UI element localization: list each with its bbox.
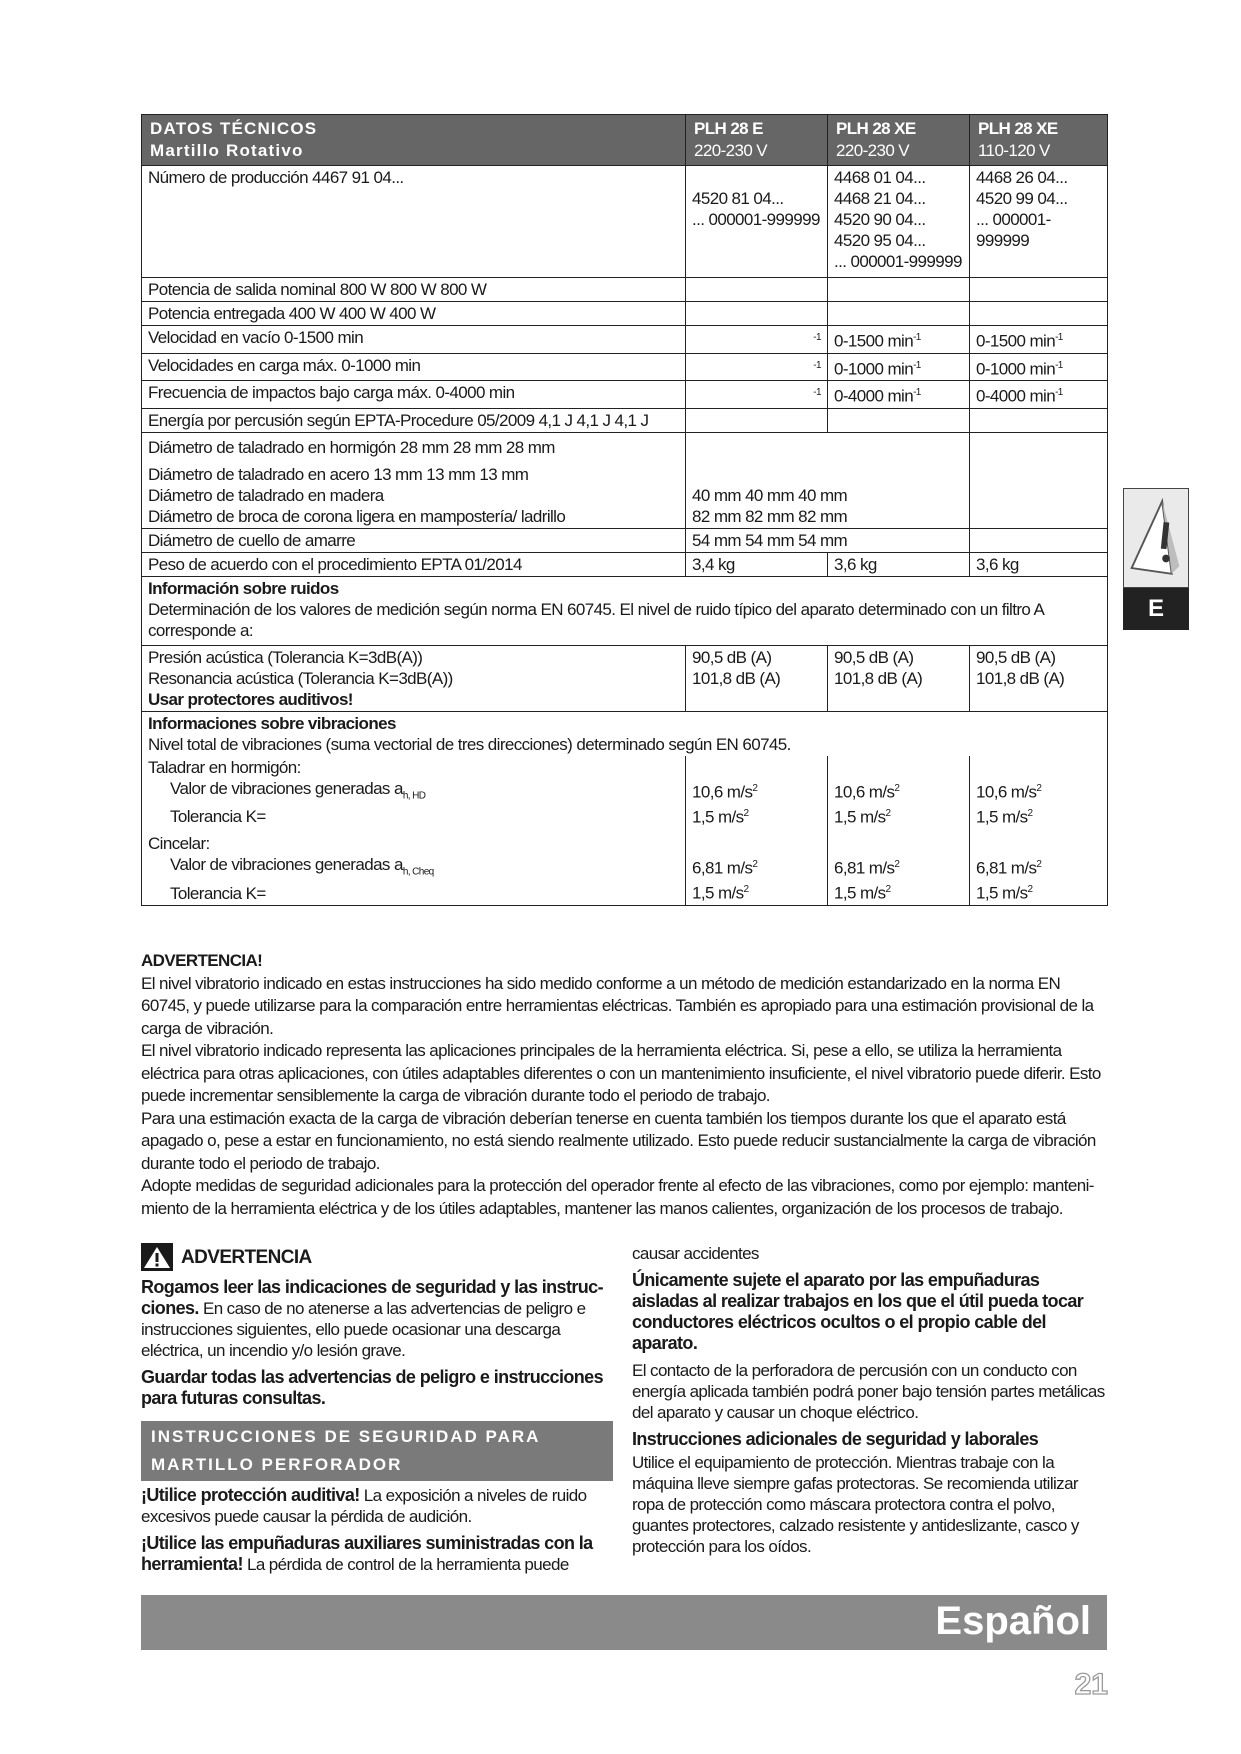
table-row [142, 302, 1108, 326]
subscript: h, Cheq [402, 866, 434, 878]
row-value: 0-1500 min [976, 331, 1056, 351]
advertencia-paragraph: El nivel vibratorio indicado en estas instrucciones ha sido medido conforme a un método de medición estandarizado en la norma EN 60745, y puede utilizarse para la comparación entre herramientas eléctricas. También es apropiado para una estimación provisional de la carga de vibración. [141, 973, 1094, 1038]
unit-sup: 2 [885, 807, 891, 819]
model-name-1: PLH 28 E [694, 119, 763, 138]
unit-sup: -1 [913, 359, 921, 371]
row-value: 1,5 m/s [976, 807, 1028, 827]
row-label: Resonancia acústica (Tolerancia K=3dB(A)) [148, 668, 453, 688]
unit-sup: 2 [894, 859, 900, 871]
row-label: Tolerancia K= [170, 883, 266, 903]
row-label: Potencia entregada 400 W 400 W 400 W [142, 302, 686, 326]
row-label: Valor de vibraciones generadas a [170, 855, 403, 875]
insulated-grip-text: El contacto de la perforadora de percusión con un conducto con energía aplicada también podrá poner bajo tensión partes metálicas del aparato y causar un choque eléctrico. [632, 1361, 1105, 1422]
row-value: 54 mm 54 mm 54 mm [686, 528, 970, 552]
table-row [142, 528, 1108, 552]
row-value: 3,6 kg [970, 552, 1108, 576]
row-value: 6,81 m/s [976, 858, 1037, 878]
row-value: 1,5 m/s [692, 807, 744, 827]
unit-sup: 2 [752, 782, 758, 794]
row-label: Peso de acuerdo con el procedimiento EPTA 01/2014 [142, 552, 686, 576]
unit-sup: 2 [752, 859, 758, 871]
unit-sup: -1 [1055, 387, 1063, 399]
row-label: Potencia de salida nominal 800 W 800 W 800 W [142, 278, 686, 302]
unit-sup: 2 [1036, 782, 1042, 794]
row-label: Velocidades en carga máx. 0-1000 min [142, 353, 686, 381]
production-number: ... 000001-999999 [976, 210, 1051, 250]
continued-text: causar accidentes [632, 1244, 759, 1263]
row-label: Frecuencia de impactos bajo carga máx. 0-4000 min [142, 381, 686, 409]
table-row [142, 645, 1108, 711]
noise-heading: Información sobre ruidos [148, 578, 339, 598]
unit-sup: 2 [894, 782, 900, 794]
row-value: 3,6 kg [828, 552, 970, 576]
row-value: 101,8 dB (A) [692, 668, 781, 688]
warning-title: ADVERTENCIA [181, 1246, 312, 1268]
unit-sup: 2 [1027, 807, 1033, 819]
row-value: 90,5 dB (A) [976, 647, 1056, 667]
right-column [632, 1243, 1107, 1563]
table-row [142, 408, 1108, 432]
advertencia-paragraph: Adopte medidas de seguridad adicionales para la protección del operador frente al efecto de las vibraciones, como por ejemplo: manteni-miento de la herramienta eléctrica y de los útiles adaptables, mantener las manos calientes, organización de los procesos de trabajo. [141, 1176, 1094, 1218]
warning-triangle-icon [141, 1243, 173, 1271]
row-label: Cincelar: [148, 834, 210, 854]
row-value: 6,81 m/s [692, 858, 753, 878]
vibration-heading: Informaciones sobre vibraciones [148, 713, 396, 733]
table-row [142, 756, 1108, 905]
row-label: Diámetro de taladrado en madera [148, 485, 384, 505]
production-number: ... 000001-999999 [692, 210, 820, 229]
production-label: Número de producción 4467 91 04... [142, 166, 686, 278]
row-value: 1,5 m/s [692, 883, 744, 903]
table-header [142, 115, 1108, 166]
unit-sup: -1 [1055, 359, 1063, 371]
row-value: 6,81 m/s [834, 858, 895, 878]
row-value: 90,5 dB (A) [834, 647, 914, 667]
vibration-warning [141, 950, 1107, 1220]
ear-protection-bold: ¡Utilice protección auditiva! [141, 1485, 360, 1505]
row-value: 40 mm 40 mm 40 mm [692, 485, 848, 505]
row-value: 1,5 m/s [976, 883, 1028, 903]
row-value: 10,6 m/s [692, 782, 753, 802]
production-number: ... 000001-999999 [834, 252, 962, 271]
table-title: DATOS TÉCNICOS [150, 119, 318, 138]
insulated-grip-bold: Únicamente sujete el aparato por las empuñaduras aisladas al realizar trabajos en los que el útil pueda tocar conductores eléctricos ocultos o el propio cable del aparato. [632, 1270, 1084, 1353]
technical-data-table [141, 114, 1107, 906]
row-label: Tolerancia K= [170, 807, 266, 827]
row-value: 0-4000 min [834, 386, 914, 406]
model-name-3: PLH 28 XE [978, 119, 1058, 138]
row-value: 0-1000 min [834, 359, 914, 379]
language-code: E [1123, 588, 1189, 630]
unit-sup: -1 [813, 359, 821, 371]
row-label: Energía por percusión según EPTA-Procedure 05/2009 4,1 J 4,1 J 4,1 J [142, 408, 686, 432]
left-column [141, 1243, 613, 1581]
model-name-2: PLH 28 XE [836, 119, 916, 138]
row-value: 0-1000 min [976, 359, 1056, 379]
aux-handles-text: La pérdida de control de la herramienta puede [242, 1555, 569, 1574]
language-footer-bar [141, 1595, 1107, 1650]
warning-sign-icon [1124, 489, 1187, 586]
production-number: 4520 95 04... [834, 231, 926, 250]
table-row [142, 552, 1108, 576]
language-side-tab [1123, 488, 1189, 628]
unit-sup: -1 [813, 387, 821, 399]
row-value: 101,8 dB (A) [834, 668, 923, 688]
model-voltage-1: 220-230 V [694, 141, 768, 160]
row-label: Diámetro de cuello de amarre [142, 528, 686, 552]
ear-protection-note: Usar protectores auditivos! [148, 689, 353, 709]
aux-handles-bold: ¡Utilice las empuñaduras auxiliares suministradas con la herramienta! [141, 1533, 593, 1574]
unit-sup: 2 [743, 807, 749, 819]
row-value: 10,6 m/s [834, 782, 895, 802]
noise-text: Determinación de los valores de medición según norma EN 60745. El nivel de ruido típico del aparato determinado con un filtro A corresponde a: [148, 599, 1044, 640]
table-row [142, 432, 1108, 528]
advertencia-paragraph: Para una estimación exacta de la carga de vibración deberían tenerse en cuenta también los tiempos durante los que el aparato está apagado o, pese a estar en funcionamiento, no está siendo realmente utilizado. Esto puede reducir sustancialmente la carga de vibración durante todo el periodo de trabajo. [141, 1108, 1096, 1173]
row-label: Velocidad en vacío 0-1500 min [142, 326, 686, 354]
warning-sign-box [1123, 488, 1189, 588]
row-value: 82 mm 82 mm 82 mm [692, 506, 848, 526]
additional-instructions-text: Utilice el equipamiento de protección. Mientras trabaje con la máquina lleve siempre gafas protectoras. Se recomienda utilizar ropa de protección como máscara protectora contra el polvo, guantes protectores, calzado resistente y antideslizante, casco y protección para los oídos. [632, 1453, 1079, 1556]
table-row [142, 381, 1108, 409]
row-value: 3,4 kg [686, 552, 828, 576]
subscript: h, HD [402, 790, 426, 802]
vibration-section [142, 711, 1108, 756]
model-voltage-3: 110-120 V [978, 141, 1050, 160]
production-number: 4468 26 04... [976, 168, 1068, 187]
language-label: Español [935, 1599, 1091, 1643]
table-row [142, 166, 1108, 278]
unit-sup: 2 [743, 883, 749, 895]
table-row [142, 353, 1108, 381]
ear-protection-text: La exposición a niveles de ruido excesivos puede causar la pérdida de audición. [141, 1486, 587, 1526]
row-label: Diámetro de broca de corona ligera en mampostería/ ladrillo [148, 506, 566, 526]
additional-instructions-heading: Instrucciones adicionales de seguridad y laborales [632, 1429, 1039, 1449]
read-instructions-bold: Rogamos leer las indicaciones de seguridad y las instruc-ciones. [141, 1277, 603, 1318]
production-number: 4520 81 04... [692, 189, 784, 208]
advertencia-heading: ADVERTENCIA! [141, 951, 263, 970]
unit-sup: 2 [1027, 883, 1033, 895]
advertencia-paragraph: El nivel vibratorio indicado representa las aplicaciones principales de la herramienta eléctrica. Si, pese a ello, se utiliza la herramienta eléctrica para otras aplicaciones, con útiles adaptables diferentes o con un mantenimiento insuficiente, el nivel vibratorio puede diferir. Esto puede incrementar sensiblemente la carga de vibración durante todo el periodo de trabajo. [141, 1041, 1101, 1105]
row-label: Valor de vibraciones generadas a [170, 778, 403, 798]
model-voltage-2: 220-230 V [836, 141, 910, 160]
warning-header [141, 1243, 613, 1271]
vibration-text: Nivel total de vibraciones (suma vectorial de tres direcciones) determinado según EN 60745. [148, 734, 791, 754]
row-label: Taladrar en hormigón: [148, 757, 301, 777]
production-number: 4468 01 04... [834, 168, 926, 187]
safety-section-title: INSTRUCCIONES DE SEGURIDAD PARA MARTILLO PERFORADOR [141, 1421, 613, 1481]
row-value: 1,5 m/s [834, 807, 886, 827]
noise-section [142, 576, 1108, 645]
table-row [142, 278, 1108, 302]
page-number: 21 [1074, 1668, 1108, 1701]
row-value: 10,6 m/s [976, 782, 1037, 802]
row-label: Presión acústica (Tolerancia K=3dB(A)) [148, 647, 423, 667]
production-number: 4520 99 04... [976, 189, 1068, 208]
unit-sup: 2 [1036, 859, 1042, 871]
row-value: 0-1500 min [834, 331, 914, 351]
row-value: 1,5 m/s [834, 883, 886, 903]
unit-sup: -1 [813, 332, 821, 343]
table-row [142, 326, 1108, 354]
row-label: Diámetro de taladrado en hormigón 28 mm 28 mm 28 mm [148, 437, 555, 457]
read-instructions-text: En caso de no atenerse a las advertencias de peligro e instrucciones siguientes, ello puede ocasionar una descarga eléctrica, un incendio y/o lesión grave. [141, 1299, 586, 1360]
row-value: 101,8 dB (A) [976, 668, 1065, 688]
row-value: 0-4000 min [976, 386, 1056, 406]
unit-sup: -1 [1055, 332, 1063, 343]
unit-sup: 2 [885, 883, 891, 895]
table-subtitle: Martillo Rotativo [150, 141, 304, 160]
production-number: 4468 21 04... [834, 189, 926, 208]
production-number: 4520 90 04... [834, 210, 926, 229]
unit-sup: -1 [913, 387, 921, 399]
unit-sup: -1 [913, 332, 921, 343]
row-label: Diámetro de taladrado en acero 13 mm 13 mm 13 mm [148, 464, 529, 484]
keep-instructions: Guardar todas las advertencias de peligro e instrucciones para futuras consultas. [141, 1367, 603, 1408]
row-value: 90,5 dB (A) [692, 647, 772, 667]
